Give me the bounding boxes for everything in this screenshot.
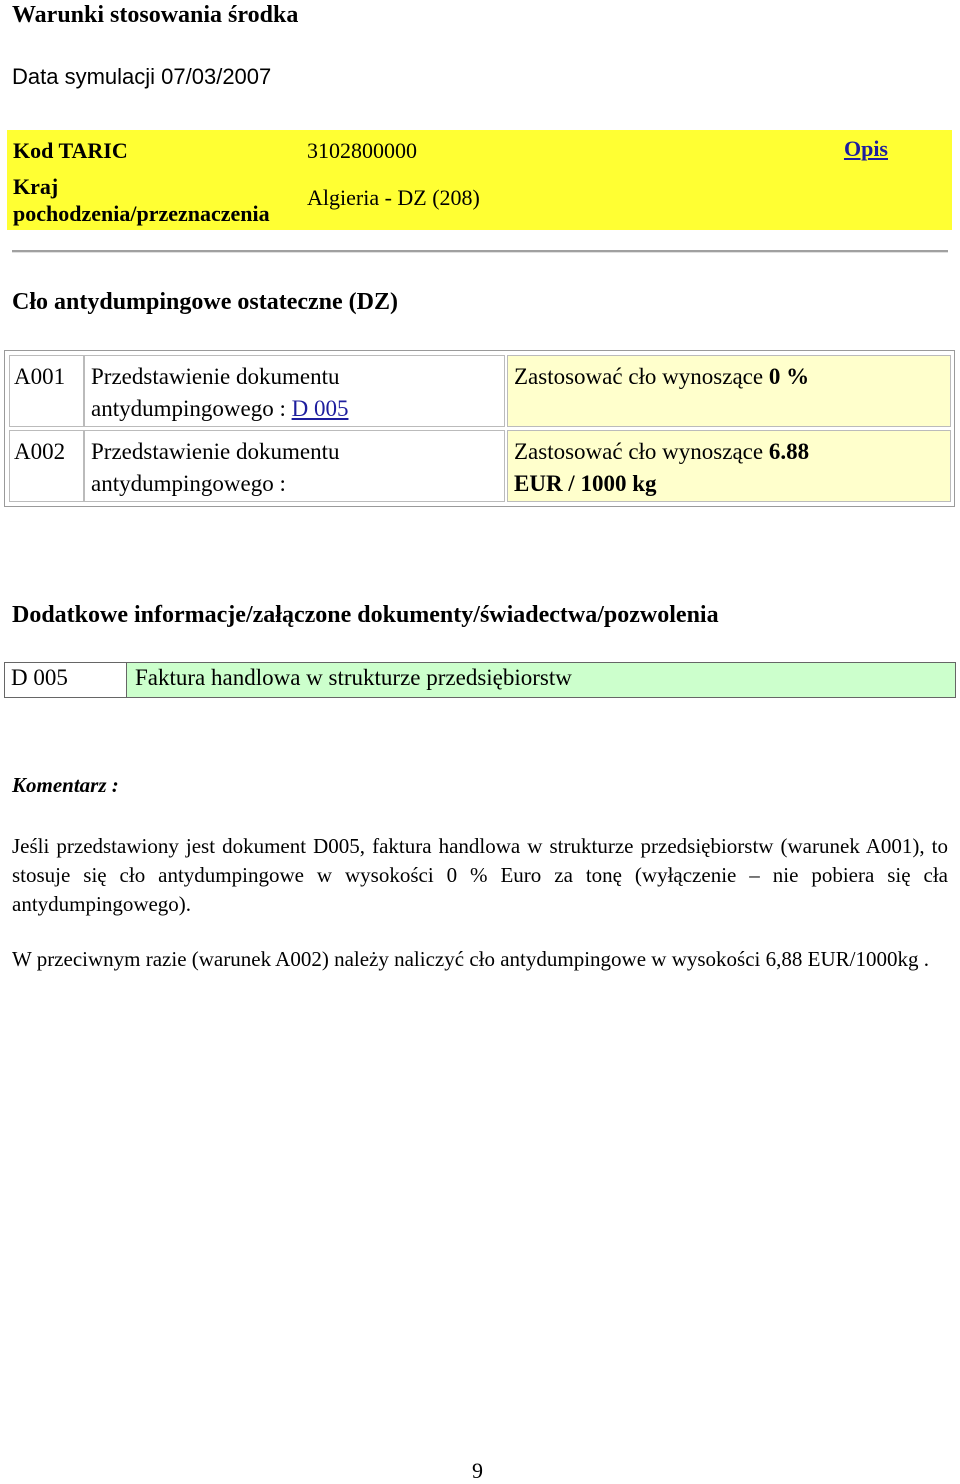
- country-label: [13, 173, 270, 227]
- taric-info-box: [7, 130, 952, 230]
- condition-description-line2: antydumpingowego :: [91, 471, 286, 496]
- comment-label: Komentarz :: [12, 773, 119, 797]
- taric-code-value: 3102800000: [307, 138, 417, 163]
- documents-table: [4, 662, 956, 698]
- simulation-date: Data symulacji 07/03/2007: [12, 64, 272, 89]
- taric-code-label: Kod TARIC: [13, 138, 128, 163]
- condition-description: [84, 355, 505, 427]
- action-line2: [514, 468, 944, 500]
- comment-paragraph-2: W przeciwnym razie (warunek A002) należy naliczyć cło antydumpingowe w wysokości 6,88 EUR/1000kg .: [12, 947, 929, 971]
- section-divider: [12, 250, 948, 253]
- action-line1: [514, 436, 944, 468]
- condition-code: A002: [9, 430, 84, 502]
- document-code: D 005: [11, 665, 68, 690]
- condition-description: [84, 430, 505, 502]
- document-description: Faktura handlowa w strukturze przedsiębiorstw: [126, 663, 955, 697]
- action-text: Zastosować cło wynoszące: [514, 439, 769, 464]
- country-label-line2: pochodzenia/przeznaczenia: [13, 201, 270, 226]
- condition-code: A001: [9, 355, 84, 427]
- condition-description-text: antydumpingowego :: [91, 396, 292, 421]
- page-title: Warunki stosowania środka: [12, 2, 299, 28]
- condition-action: [507, 355, 951, 427]
- conditions-table: [4, 350, 955, 507]
- condition-action: [507, 430, 951, 502]
- action-value: 6.88: [768, 439, 810, 464]
- condition-description-line1: Przedstawienie dokumentu: [91, 439, 340, 464]
- country-label-line1: Kraj: [13, 174, 59, 199]
- description-link[interactable]: Opis: [843, 136, 888, 161]
- page-number: 9: [472, 1458, 483, 1483]
- condition-description-line1: Przedstawienie dokumentu: [91, 364, 340, 389]
- measure-title: Cło antydumpingowe ostateczne (DZ): [12, 289, 398, 315]
- action-unit: EUR / 1000 kg: [514, 471, 657, 496]
- document-d005-link[interactable]: D 005: [291, 396, 349, 421]
- action-text: Zastosować cło wynoszące: [514, 364, 769, 389]
- comment-paragraph-1: Jeśli przedstawiony jest dokument D005, faktura handlowa w strukturze przedsiębiorstw (warunek A001), to stosuje się cło antydumpingowe w wysokości 0 % Euro za tonę (wyłączenie – nie pobiera się cła antydumpingowego).: [12, 834, 948, 916]
- condition-description-line2: [91, 393, 498, 425]
- documents-title: Dodatkowe informacje/załączone dokumenty/świadectwa/pozwolenia: [12, 602, 719, 628]
- country-value: Algieria - DZ (208): [307, 185, 480, 210]
- action-value: 0 %: [768, 364, 810, 389]
